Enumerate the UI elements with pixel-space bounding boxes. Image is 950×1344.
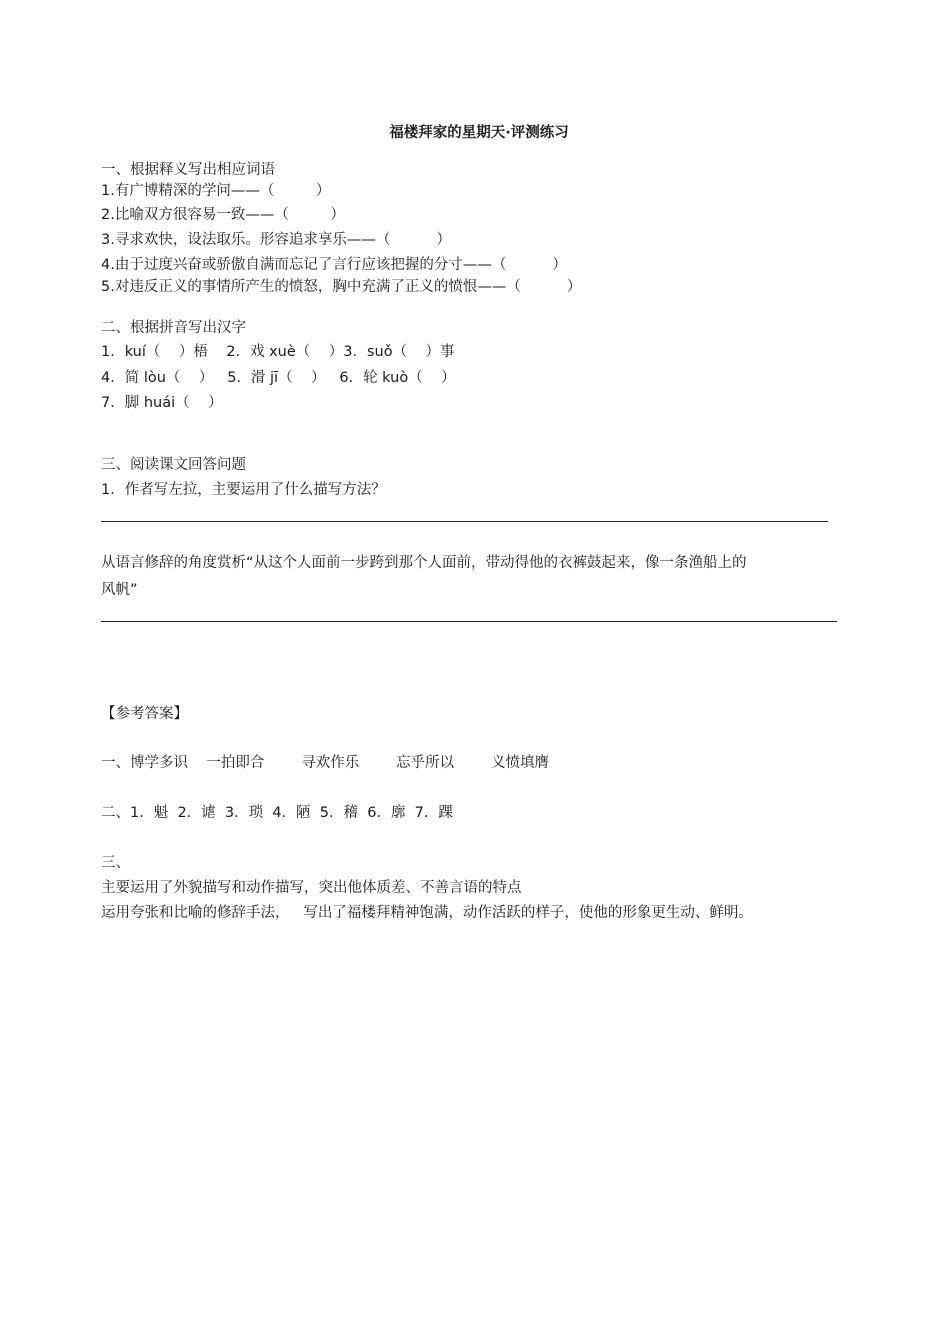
answers-section-3-line-1: 主要运用了外貌描写和动作描写，突出他体质差、不善言语的特点: [101, 880, 522, 896]
answers-section-3-heading: 三、: [101, 855, 130, 871]
section3-question-2-line-2: 风帆”: [101, 582, 138, 598]
section2-row-3: 7．脚 huái（ ）: [101, 395, 223, 411]
section1-item-1: 1.有广博精深的学问——（ ）: [101, 183, 331, 199]
section1-heading: 一、根据释义写出相应词语: [101, 162, 275, 178]
section2-row-1: 1．kuí（ ）梧 2．戏 xuè（ ）3．suǒ（ ）事: [101, 344, 455, 360]
answers-section-3-line-2: 运用夸张和比喻的修辞手法， 写出了福楼拜精神饱满，动作活跃的样子，使他的形象更生动、鲜明。: [101, 905, 753, 921]
section1-item-2: 2.比喻双方很容易一致——（ ）: [101, 207, 345, 223]
section3-question-1: 1．作者写左拉，主要运用了什么描写方法？: [101, 482, 386, 498]
answers-section-2: 二、1．魁 2．谑 3．琐 4．陋 5．稽 6．廓 7．踝: [101, 805, 453, 821]
answer-line-2[interactable]: [101, 621, 837, 622]
answer-line-1[interactable]: [101, 521, 828, 522]
answers-section-1: 一、博学多识 一拍即合 寻欢作乐 忘乎所以 义愤填膺: [101, 755, 550, 771]
section3-heading: 三、阅读课文回答问题: [101, 457, 246, 473]
section2-row-2: 4．简 lòu（ ） 5．滑 jī（ ） 6．轮 kuò（ ）: [101, 370, 456, 386]
section2-heading: 二、根据拼音写出汉字: [101, 320, 246, 336]
document-title: 福楼拜家的星期天·评测练习: [389, 125, 569, 141]
section1-item-3: 3.寻求欢快，设法取乐。形容追求享乐——（ ）: [101, 232, 451, 248]
answers-heading: 【参考答案】: [101, 706, 188, 722]
section3-question-2-line-1: 从语言修辞的角度赏析“从这个人面前一步跨到那个人面前，带动得他的衣裤鼓起来，像一条渔船上的: [101, 555, 747, 571]
section1-item-5: 5.对违反正义的事情所产生的愤怒，胸中充满了正义的愤恨——（ ）: [101, 279, 582, 295]
section1-item-4: 4.由于过度兴奋或骄傲自满而忘记了言行应该把握的分寸——（ ）: [101, 257, 567, 273]
